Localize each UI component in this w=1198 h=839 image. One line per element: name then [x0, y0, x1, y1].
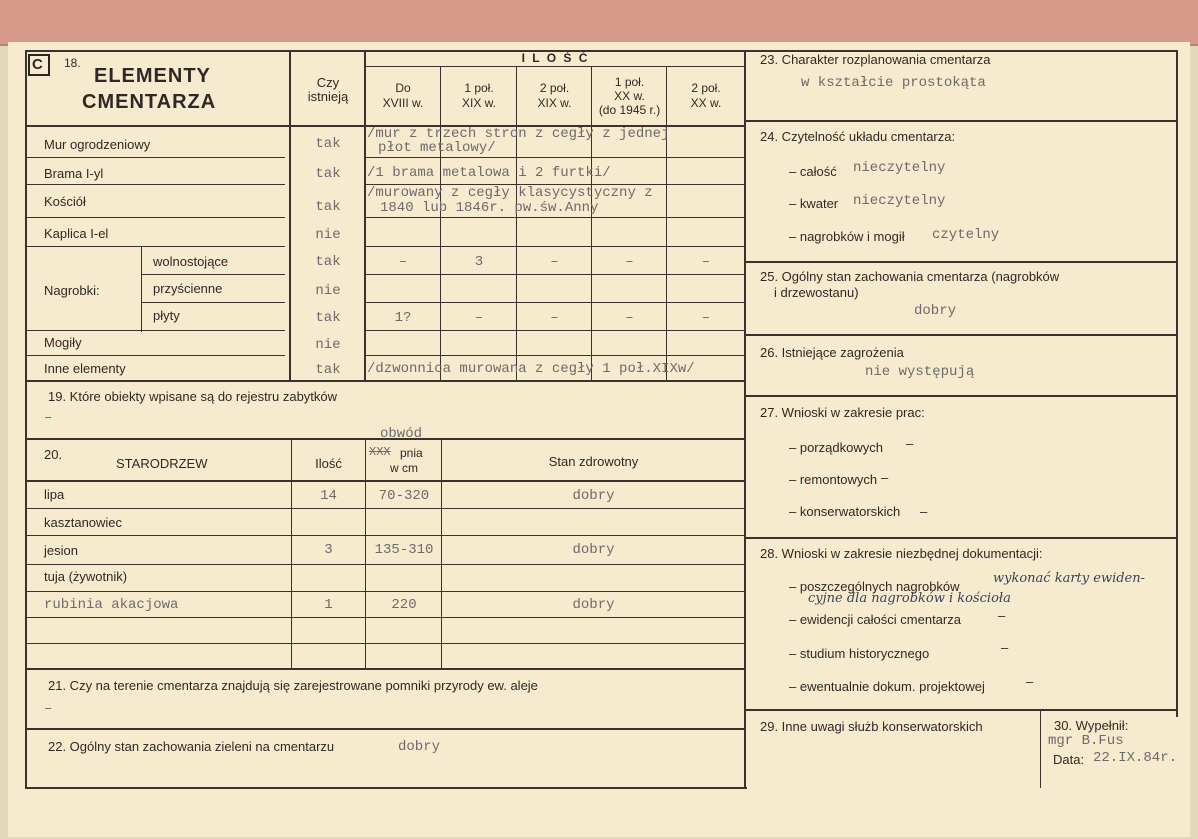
q27-item-value: – — [881, 470, 889, 485]
note-kosciol-line2: 1840 lub 1846r. pw.św.Anny — [380, 200, 599, 216]
starodrzew-title: STARODRZEW — [116, 456, 208, 471]
exists-inne: tak — [315, 362, 341, 378]
period-header-line2: XVIII w. — [382, 96, 424, 110]
qty-wolno-2-xix: – — [550, 254, 559, 270]
period-header-line2: XIX w. — [461, 96, 496, 110]
row-label-wolnostojace: wolnostojące — [153, 254, 229, 269]
q28-item-projektowej: – ewentualnie dokum. projektowej — [789, 679, 985, 694]
q30-label: 30. Wypełnił: — [1054, 718, 1129, 733]
exists-wolnostojace: tak — [315, 254, 341, 270]
note-mur-line1: /mur z trzech stron z cegły z jednej — [367, 126, 670, 142]
q21-label: 21. Czy na terenie cmentarza znajdują się zarejestrowane pomniki przyrody ew. aleje — [48, 678, 538, 693]
q27-item-label: – remontowych — [789, 472, 878, 487]
tree-name: jesion — [44, 543, 78, 558]
q24-nagrobkow-label: – nagrobków i mogił — [789, 229, 905, 244]
q30-date-label: Data: — [1053, 752, 1085, 767]
stan-zdrowotny-header: Stan zdrowotny — [548, 454, 639, 469]
qty-wolno-do-xviii: – — [398, 254, 408, 270]
qty-wolno-2-xx: – — [701, 254, 711, 270]
q28-label: 28. Wnioski w zakresie niezbędnej dokumentacji: — [760, 546, 1043, 561]
q30-date: 22.IX.84r. — [1093, 750, 1178, 766]
q24-kwater-value: nieczytelny — [853, 193, 946, 209]
qty-plyty-do-xviii: 1? — [394, 310, 412, 326]
tree-count: 14 — [320, 488, 337, 504]
tree-name: lipa — [44, 487, 65, 502]
tree-health: dobry — [572, 597, 615, 613]
row-label-brama: Brama I-yl — [44, 166, 104, 181]
tree-girth: 220 — [391, 597, 417, 613]
q19-answer: – — [44, 410, 53, 426]
obwod-header-line1: pnia — [400, 446, 423, 460]
q28-item-projektowej-value: – — [1026, 674, 1034, 689]
qty-plyty-1-xix: – — [474, 310, 484, 326]
q24-label: 24. Czytelność układu cmentarza: — [760, 129, 956, 144]
section-number: 18. — [64, 56, 81, 70]
period-header-line1: 1 poł. — [614, 75, 645, 89]
q28-item-ewidencji: – ewidencji całości cmentarza — [789, 612, 961, 627]
section-title-line2: CMENTARZA — [82, 91, 217, 113]
section-letter: C — [32, 56, 43, 73]
binding-tape — [0, 0, 1198, 46]
obwod-annotation: obwód — [380, 426, 423, 442]
qty-plyty-2-xx: – — [701, 310, 711, 326]
q29-label: 29. Inne uwagi służb konserwatorskich — [760, 719, 983, 734]
q24-calosc-label: – całość — [789, 164, 837, 179]
period-header-line1: Do — [395, 81, 411, 95]
q30-name: mgr B.Fus — [1048, 733, 1124, 749]
record-card — [8, 42, 1190, 837]
row-label-nagrobki: Nagrobki: — [44, 283, 100, 298]
period-header-line1: 2 poł. — [539, 81, 570, 95]
starodrzew-ilosc-header: Ilość — [315, 456, 342, 471]
row-label-mur: Mur ogrodzeniowy — [44, 137, 151, 152]
q27-item-label: – porządkowych — [789, 440, 883, 455]
exists-kosciol: tak — [315, 199, 341, 215]
q24-kwater-label: – kwater — [789, 196, 839, 211]
note-brama: /1 brama metalowa i 2 furtki/ — [367, 165, 611, 181]
czy-istnieja-header-line1: Czy — [316, 75, 340, 90]
tree-health: dobry — [572, 488, 615, 504]
q28-item-ewidencji-value: – — [998, 608, 1006, 623]
q24-nagrobkow-value: czytelny — [932, 227, 1000, 243]
row-label-plyty: płyty — [153, 308, 180, 323]
q24-calosc-value: nieczytelny — [853, 160, 946, 176]
period-header-line2: XX w. — [614, 89, 645, 103]
tree-count: 3 — [324, 542, 333, 558]
tree-name: rubinia akacjowa — [44, 597, 179, 613]
period-header-line3: (do 1945 r.) — [598, 103, 661, 117]
exists-brama: tak — [315, 166, 341, 182]
q28-item-studium-value: – — [1001, 640, 1009, 655]
q28-item-nagrobkow: – poszczególnych nagrobków — [789, 579, 960, 594]
q27-item-label: – konserwatorskich — [789, 504, 901, 519]
section-title-line1: ELEMENTY — [94, 65, 211, 87]
row-label-kosciol: Kościół — [44, 194, 86, 209]
exists-kaplica: nie — [315, 227, 341, 243]
obwod-struck: XXX — [369, 445, 391, 459]
exists-mur: tak — [315, 136, 341, 152]
note-mur-line2: płot metalowy/ — [378, 140, 496, 156]
obwod-header-line2: w cm — [390, 461, 418, 475]
q22-answer: dobry — [398, 739, 441, 755]
q28-handwritten-line1: wykonać karty ewiden- — [993, 571, 1146, 586]
q23-answer: w kształcie prostokąta — [801, 75, 986, 91]
q25-answer: dobry — [914, 303, 957, 319]
q27-label: 27. Wnioski w zakresie prac: — [760, 405, 925, 420]
tree-girth: 70-320 — [378, 488, 430, 504]
note-inne: /dzwonnica murowana z cegły 1 poł.XIXw/ — [367, 361, 695, 377]
q22-label: 22. Ogólny stan zachowania zieleni na cmentarzu — [48, 739, 335, 754]
row-label-mogily: Mogiły — [44, 335, 82, 350]
exists-plyty: tak — [315, 310, 341, 326]
qty-wolno-1-xix: 3 — [474, 254, 484, 270]
q26-answer: nie występują — [865, 364, 975, 380]
period-header-line2: XX w. — [690, 96, 722, 110]
tree-girth: 135-310 — [374, 542, 434, 558]
q28-handwritten-line2: cyjne dla nagrobków i kościoła — [808, 591, 1011, 606]
q27-item-value: – — [920, 504, 928, 519]
period-header-line1: 2 poł. — [691, 81, 721, 95]
q23-label: 23. Charakter rozplanowania cmentarza — [760, 52, 991, 67]
row-label-kaplica: Kaplica I-el — [44, 226, 109, 241]
q26-label: 26. Istniejące zagrożenia — [760, 345, 904, 360]
qty-plyty-2-xix: – — [550, 310, 559, 326]
tree-count: 1 — [324, 597, 333, 613]
q28-item-studium: – studium historycznego — [789, 646, 930, 661]
tree-name: tuja (żywotnik) — [44, 569, 128, 584]
tree-health: dobry — [572, 542, 615, 558]
tree-name: kasztanowiec — [44, 515, 123, 530]
starodrzew-number: 20. — [44, 447, 63, 462]
q19-label: 19. Które obiekty wpisane są do rejestru zabytków — [48, 389, 338, 404]
qty-wolno-1-xx: – — [625, 254, 634, 270]
exists-mogily: nie — [315, 337, 341, 353]
ilosc-header: I L O Ś Ć — [521, 51, 590, 65]
period-header-line1: 1 poł. — [464, 81, 494, 95]
period-header-line2: XIX w. — [537, 96, 572, 110]
exists-przyscienne: nie — [315, 283, 341, 299]
q27-item-value: – — [906, 436, 914, 451]
q25-label-line1: 25. Ogólny stan zachowania cmentarza (nagrobków — [760, 269, 1060, 284]
row-label-przyscienne: przyścienne — [153, 281, 223, 296]
q25-label-line2: i drzewostanu) — [774, 285, 859, 300]
note-kosciol-line1: /murowany z cegły klasycystyczny z — [367, 185, 653, 201]
q21-answer: – — [44, 701, 53, 717]
row-label-inne: Inne elementy — [44, 361, 126, 376]
czy-istnieja-header-line2: istnieją — [307, 89, 349, 104]
qty-plyty-1-xx: – — [625, 310, 634, 326]
